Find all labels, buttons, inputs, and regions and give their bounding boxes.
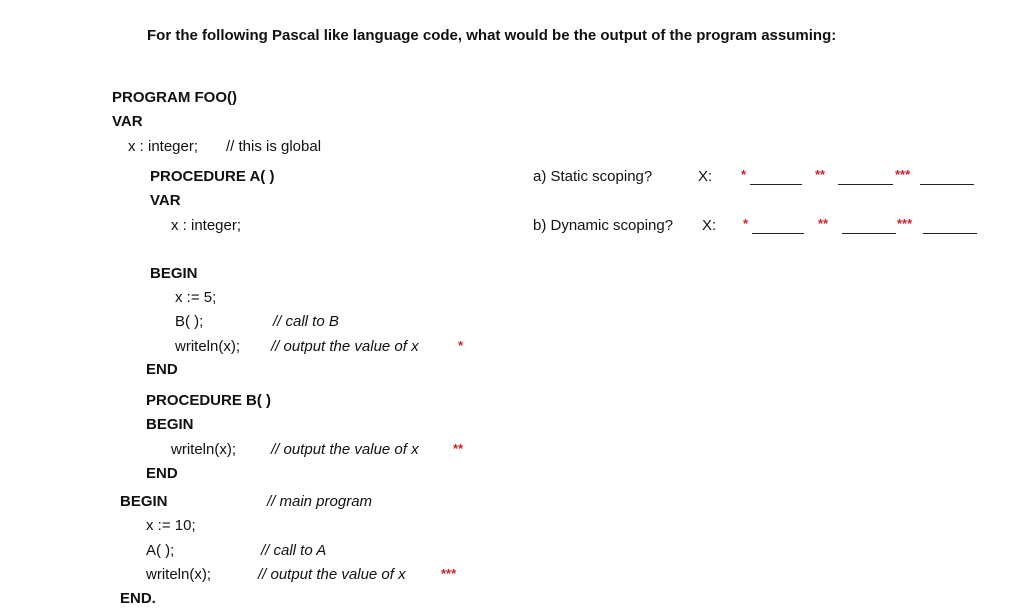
static-mark-1: * [741, 167, 747, 182]
marker-one-star: * [458, 338, 464, 353]
global-declaration: x : integer; [128, 138, 199, 155]
main-writeln: writeln(x); [146, 566, 212, 583]
procedure-b-declaration: PROCEDURE B( ) [146, 392, 272, 409]
static-x-label: X: [698, 168, 713, 185]
procedure-a-end: END [146, 361, 178, 378]
procedure-b-begin: BEGIN [146, 416, 194, 433]
dynamic-mark-2: ** [818, 216, 829, 231]
main-assign: x := 10; [146, 517, 196, 534]
procedure-a-call-b: B( ); [175, 313, 204, 330]
procedure-a-declaration: PROCEDURE A( ) [150, 168, 275, 185]
dynamic-x-label: X: [702, 217, 717, 234]
static-mark-2: ** [815, 167, 826, 182]
dynamic-answer-blank-2[interactable] [842, 233, 896, 234]
procedure-b-end: END [146, 465, 178, 482]
procedure-a-call-b-comment: // call to B [273, 313, 339, 330]
main-end: END. [120, 590, 156, 607]
main-program-comment: // main program [267, 493, 373, 510]
main-call-a: A( ); [146, 542, 175, 559]
var-keyword: VAR [112, 113, 143, 130]
marker-three-stars: *** [441, 566, 457, 581]
procedure-b-writeln-comment: // output the value of x [271, 441, 419, 458]
static-mark-3: *** [895, 167, 911, 182]
program-declaration: PROGRAM FOO() [112, 89, 237, 106]
global-comment: // this is global [226, 138, 322, 155]
main-call-a-comment: // call to A [261, 542, 327, 559]
procedure-b-writeln: writeln(x); [171, 441, 237, 458]
dynamic-mark-1: * [743, 216, 749, 231]
procedure-a-writeln-comment: // output the value of x [271, 338, 419, 355]
marker-two-stars: ** [453, 441, 464, 456]
dynamic-answer-blank-1[interactable] [752, 233, 804, 234]
procedure-a-writeln: writeln(x); [175, 338, 241, 355]
main-writeln-comment: // output the value of x [258, 566, 406, 583]
dynamic-answer-blank-3[interactable] [923, 233, 977, 234]
dynamic-mark-3: *** [897, 216, 913, 231]
procedure-a-var-keyword: VAR [150, 192, 181, 209]
static-answer-blank-2[interactable] [838, 184, 893, 185]
main-begin: BEGIN [120, 493, 168, 510]
procedure-a-assign: x := 5; [175, 289, 217, 306]
static-scoping-label: a) Static scoping? [533, 168, 653, 185]
dynamic-scoping-label: b) Dynamic scoping? [533, 217, 674, 234]
static-answer-blank-3[interactable] [920, 184, 974, 185]
procedure-a-local-declaration: x : integer; [171, 217, 242, 234]
question-text: For the following Pascal like language code, what would be the output of the program assuming: [147, 27, 837, 44]
static-answer-blank-1[interactable] [750, 184, 802, 185]
procedure-a-begin: BEGIN [150, 265, 198, 282]
